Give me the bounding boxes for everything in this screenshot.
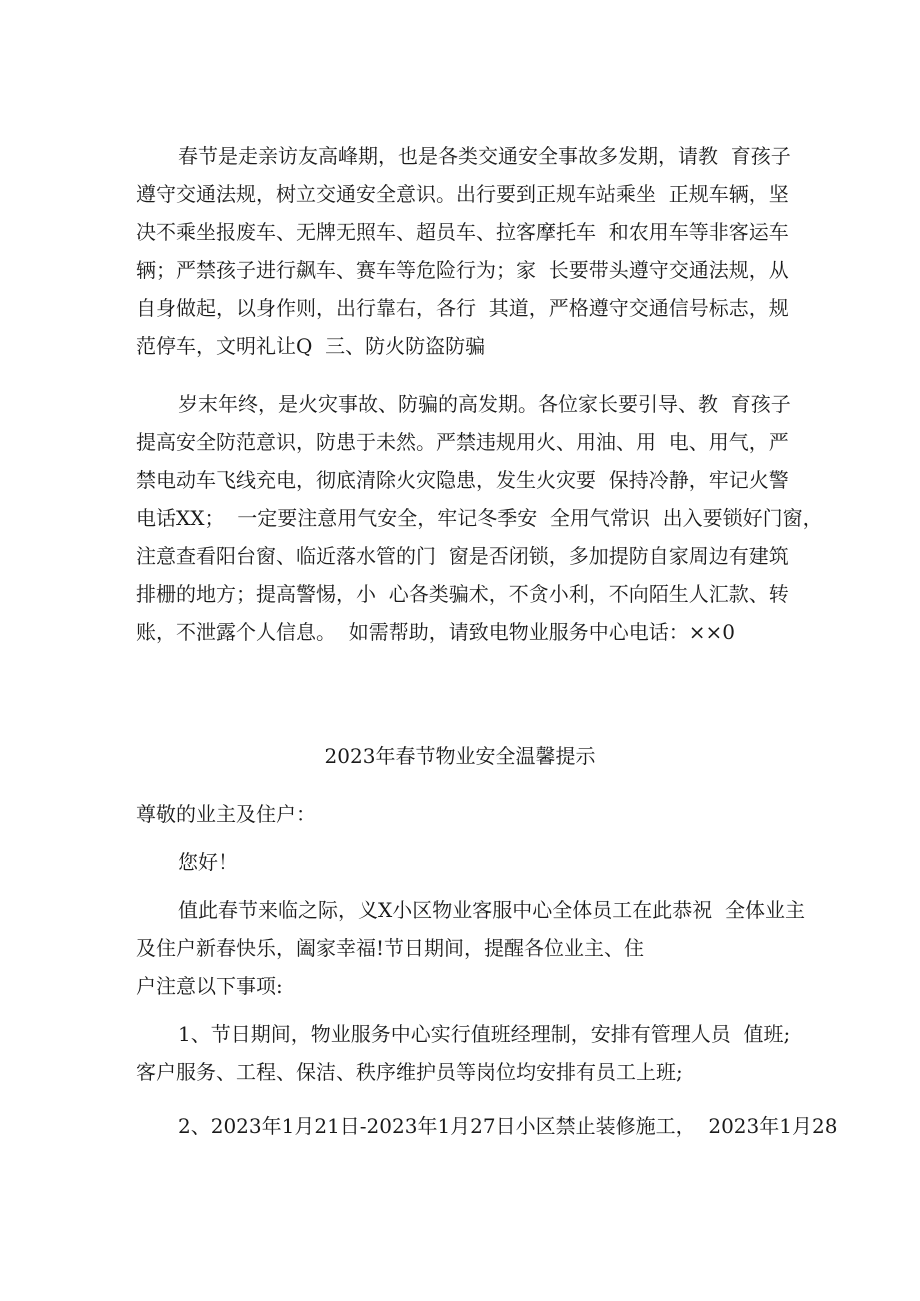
paragraph-1-line-4: 辆；严禁孩子进行飙车、赛车等危险行为；家 长要带头遵守交通法规，从 xyxy=(136,258,789,282)
intro-line-2: 及住户新春快乐，阖家幸福!节日期间，提醒各位业主、住 xyxy=(136,936,645,960)
paragraph-1-line-2: 遵守交通法规，树立交通安全意识。出行要到正规车站乘坐 正规车辆，坚 xyxy=(136,182,789,206)
paragraph-1-line-3: 决不乘坐报废车、无牌无照车、超员车、拉客摩托车 和农用车等非客运车 xyxy=(136,220,789,244)
item-1-line-2: 客户服务、工程、保洁、秩序维护员等岗位均安排有员工上班; xyxy=(136,1060,683,1084)
intro-line-3: 户注意以下事项: xyxy=(136,974,283,998)
paragraph-1-line-1: 春节是走亲访友高峰期，也是各类交通安全事故多发期，请教 育孩子 xyxy=(178,144,791,168)
item-2-line-1: 2、2023年1月21日-2023年1月27日小区禁止装修施工， 2023年1月28 xyxy=(178,1114,838,1138)
item-1-line-1: 1、节日期间，物业服务中心实行值班经理制，安排有管理人员 值班; xyxy=(178,1022,791,1046)
paragraph-2-line-6: 排栅的地方；提高警惕，小 心各类骗术，不贪小利，不向陌生人汇款、转 xyxy=(136,582,789,606)
paragraph-2-line-5: 注意查看阳台窗、临近落水管的门 窗是否闭锁，多加提防自家周边有建筑 xyxy=(136,544,789,568)
greeting: 您好！ xyxy=(178,850,238,874)
paragraph-2-line-3: 禁电动车飞线充电，彻底清除火灾隐患，发生火灾要 保持冷静，牢记火警 xyxy=(136,468,789,492)
notice-title: 2023年春节物业安全温馨提示 xyxy=(324,744,596,768)
paragraph-2-line-4: 电话XX； 一定要注意用气安全，牢记冬季安 全用气常识 出入要锁好门窗， xyxy=(136,506,823,530)
paragraph-1-line-6: 范停车，文明礼让Q 三、防火防盗防骗 xyxy=(136,334,486,358)
salutation: 尊敬的业主及住户： xyxy=(136,802,316,826)
paragraph-1-line-5: 自身做起，以身作则，出行靠右，各行 其道，严格遵守交通信号标志，规 xyxy=(136,296,789,320)
intro-line-1: 值此春节来临之际，义X小区物业客服中心全体员工在此恭祝 全体业主 xyxy=(178,898,805,922)
paragraph-2-line-7: 账，不泄露个人信息。 如需帮助，请致电物业服务中心电话：××0 xyxy=(136,620,735,644)
paragraph-2-line-1: 岁末年终，是火灾事故、防骗的高发期。各位家长要引导、教 育孩子 xyxy=(178,392,791,416)
paragraph-2-line-2: 提高安全防范意识，防患于未然。严禁违规用火、用油、用 电、用气，严 xyxy=(136,430,789,454)
